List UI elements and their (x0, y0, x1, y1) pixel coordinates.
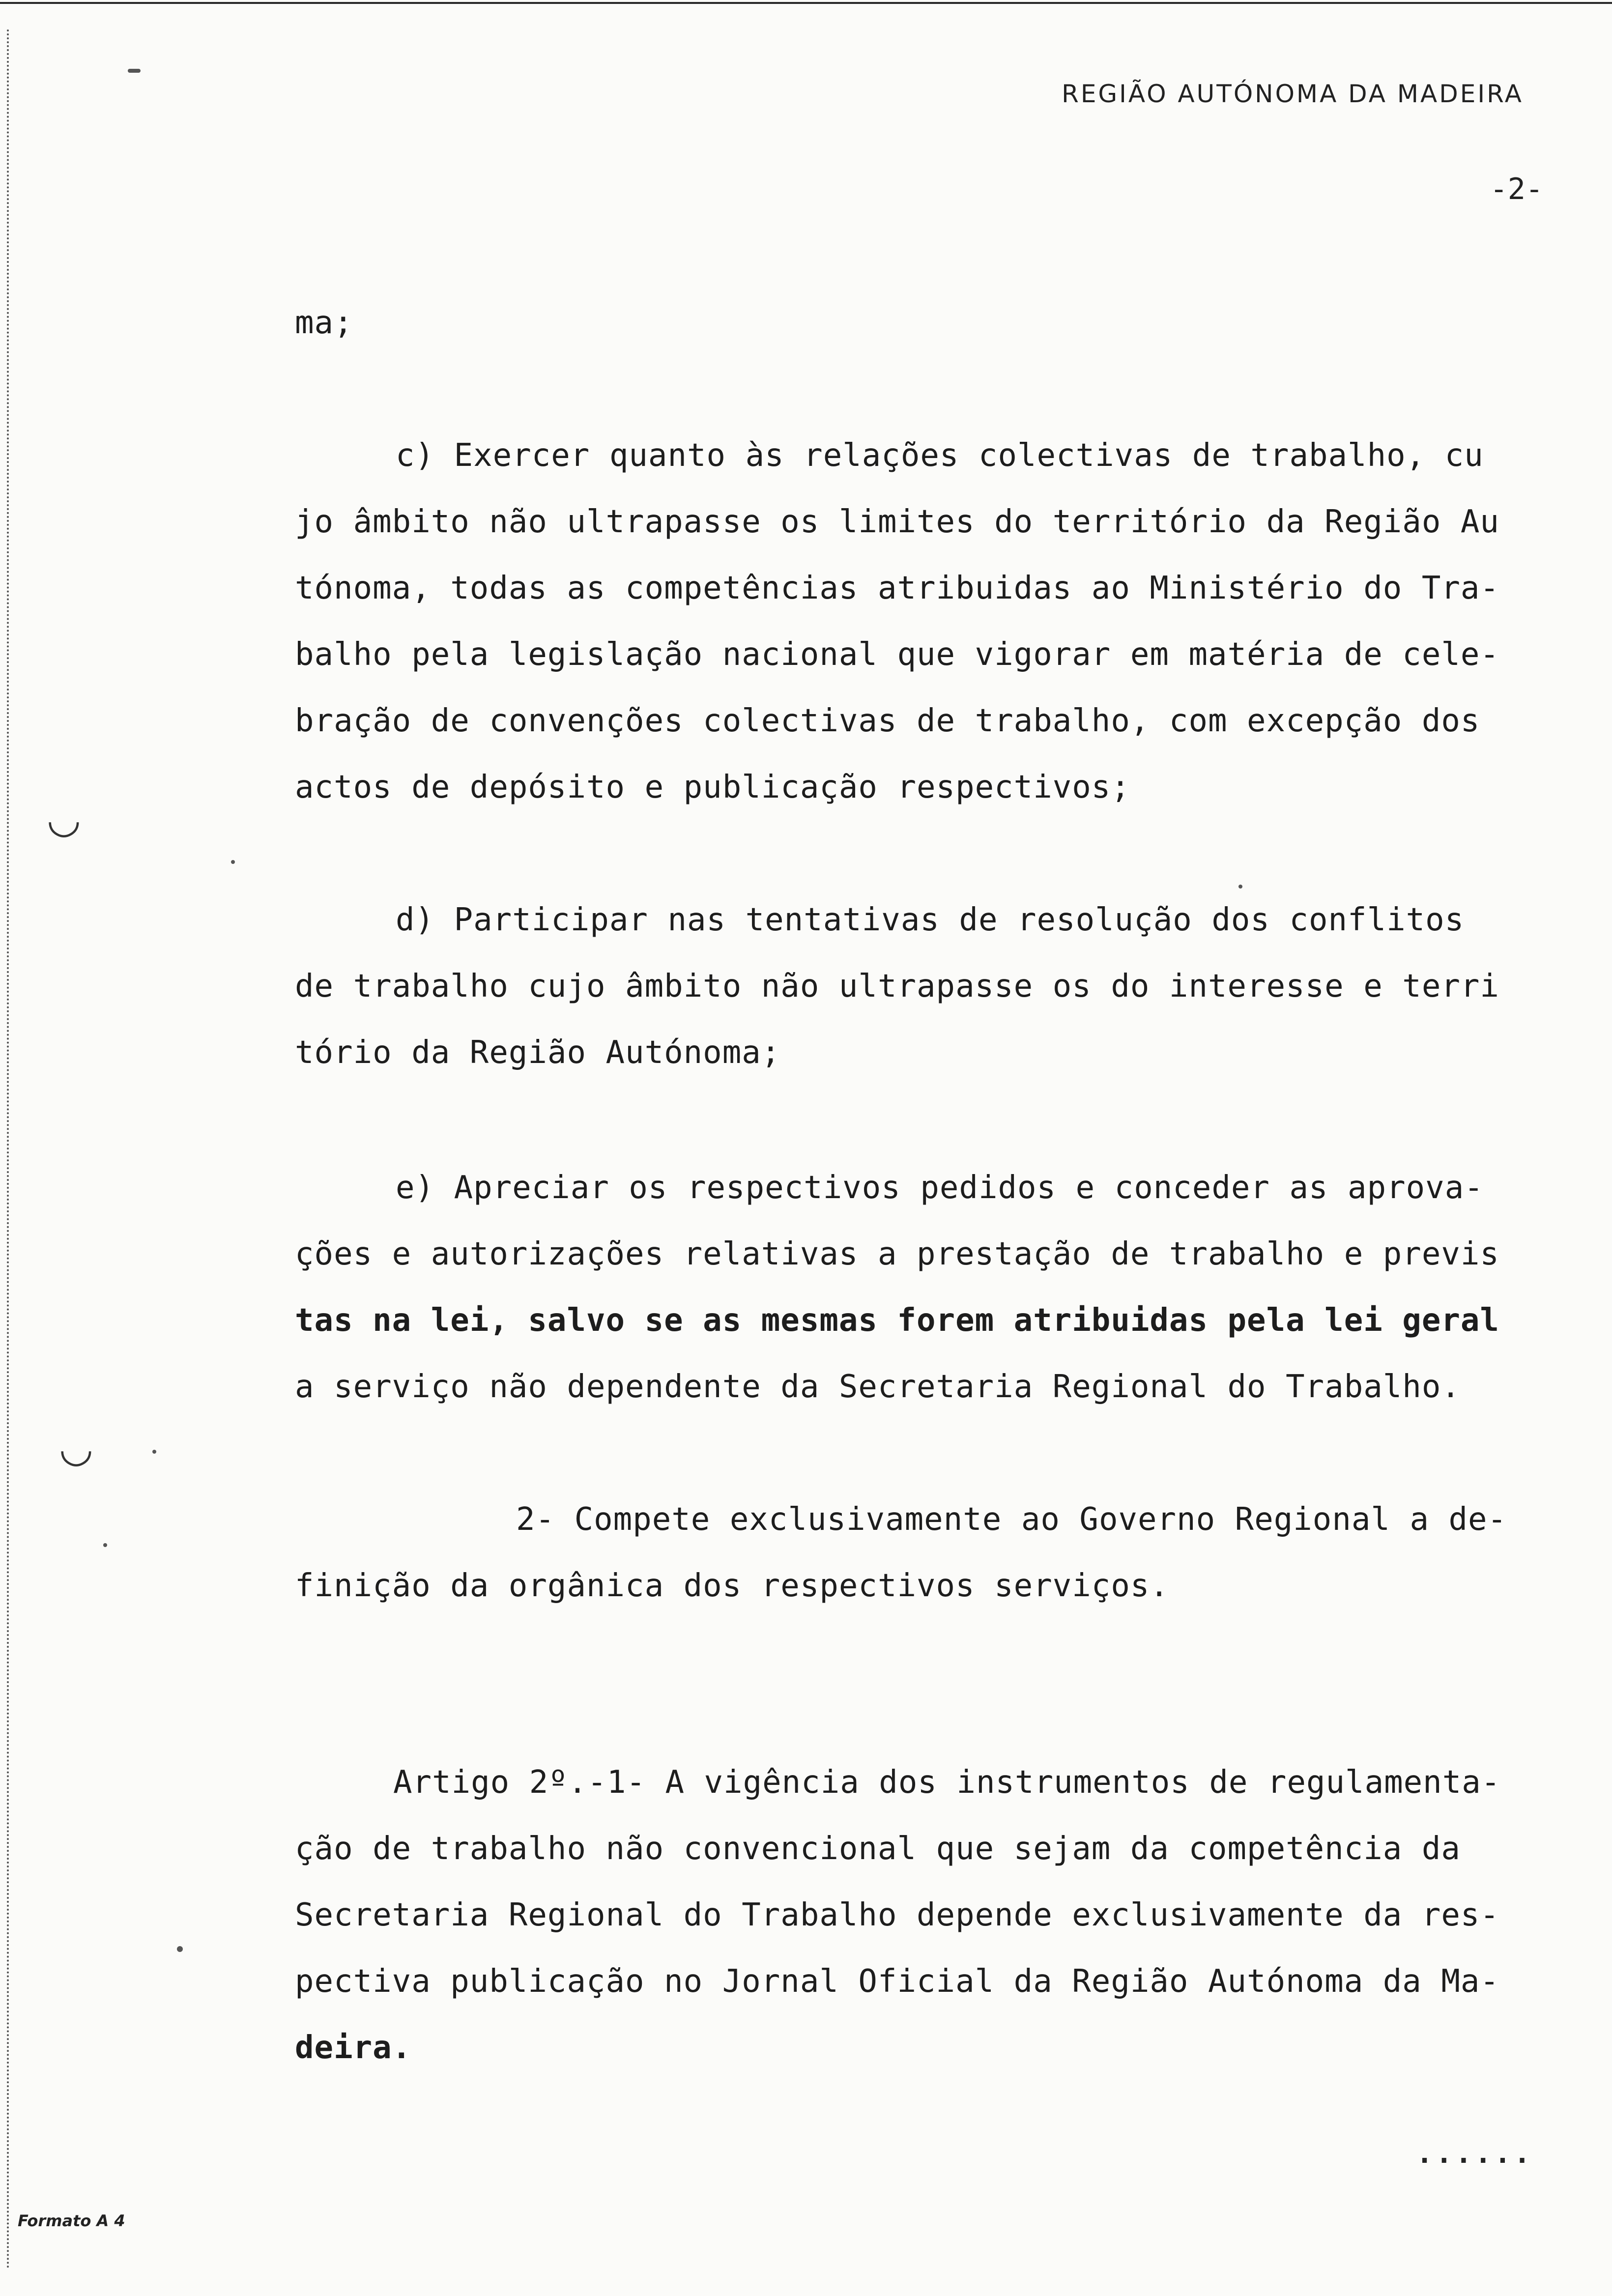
line-13: tas na lei, salvo se as mesmas forem atribuidas pela lei geral (295, 1302, 1499, 1339)
line-19: Secretaria Regional do Trabalho depende exclusivamente da res- (295, 1897, 1499, 1933)
margin-hole-mark: ◡ (59, 1425, 93, 1471)
continuation-dots: ...... (1416, 2138, 1533, 2170)
format-label: Formato A 4 (18, 2211, 125, 2230)
line-4: tónoma, todas as competências atribuidas ao Ministério do Tra- (295, 570, 1499, 606)
line-6: bração de convenções colectivas de trabalho, com excepção dos (295, 703, 1480, 739)
line-20: pectiva publicação no Jornal Oficial da Região Autónoma da Ma- (295, 1963, 1499, 2000)
line-21: deira. (295, 2030, 412, 2066)
line-17: Artigo 2º.-1- A vigência dos instrumentos de regulamenta- (393, 1764, 1501, 1801)
line-18: ção de trabalho não convencional que sejam da competência da (295, 1831, 1461, 1867)
line-15: 2- Compete exclusivamente ao Governo Regional a de- (516, 1501, 1507, 1538)
line-9: de trabalho cujo âmbito não ultrapasse os do interesse e terri (295, 968, 1499, 1004)
line-11: e) Apreciar os respectivos pedidos e conceder as aprova- (396, 1170, 1484, 1206)
line-1: ma; (295, 305, 353, 341)
scan-speck (103, 1543, 107, 1547)
scan-speck (231, 860, 235, 864)
scan-speck (177, 1946, 183, 1952)
punch-margin (7, 29, 14, 2270)
line-2: c) Exercer quanto às relações colectivas de trabalho, cu (396, 437, 1484, 474)
top-rule (0, 2, 1612, 4)
line-8: d) Participar nas tentativas de resolução dos conflitos (396, 902, 1465, 938)
line-14: a serviço não dependente da Secretaria Regional do Trabalho. (295, 1369, 1461, 1405)
line-5: balho pela legislação nacional que vigorar em matéria de cele- (295, 636, 1499, 673)
scan-speck (152, 1450, 156, 1454)
line-12: ções e autorizações relativas a prestação de trabalho e previs (295, 1236, 1499, 1272)
line-3: jo âmbito não ultrapasse os limites do território da Região Au (295, 504, 1499, 540)
line-7: actos de depósito e publicação respectivos; (295, 769, 1130, 805)
scan-speck (128, 69, 141, 73)
line-16: finição da orgânica dos respectivos serviços. (295, 1568, 1169, 1604)
scan-speck (1238, 885, 1242, 889)
page-number: -2- (1490, 172, 1543, 206)
line-10: tório da Região Autónoma; (295, 1034, 781, 1071)
header-region-title: REGIÃO AUTÓNOMA DA MADEIRA (1062, 80, 1524, 108)
margin-hole-mark: ◡ (47, 796, 81, 842)
